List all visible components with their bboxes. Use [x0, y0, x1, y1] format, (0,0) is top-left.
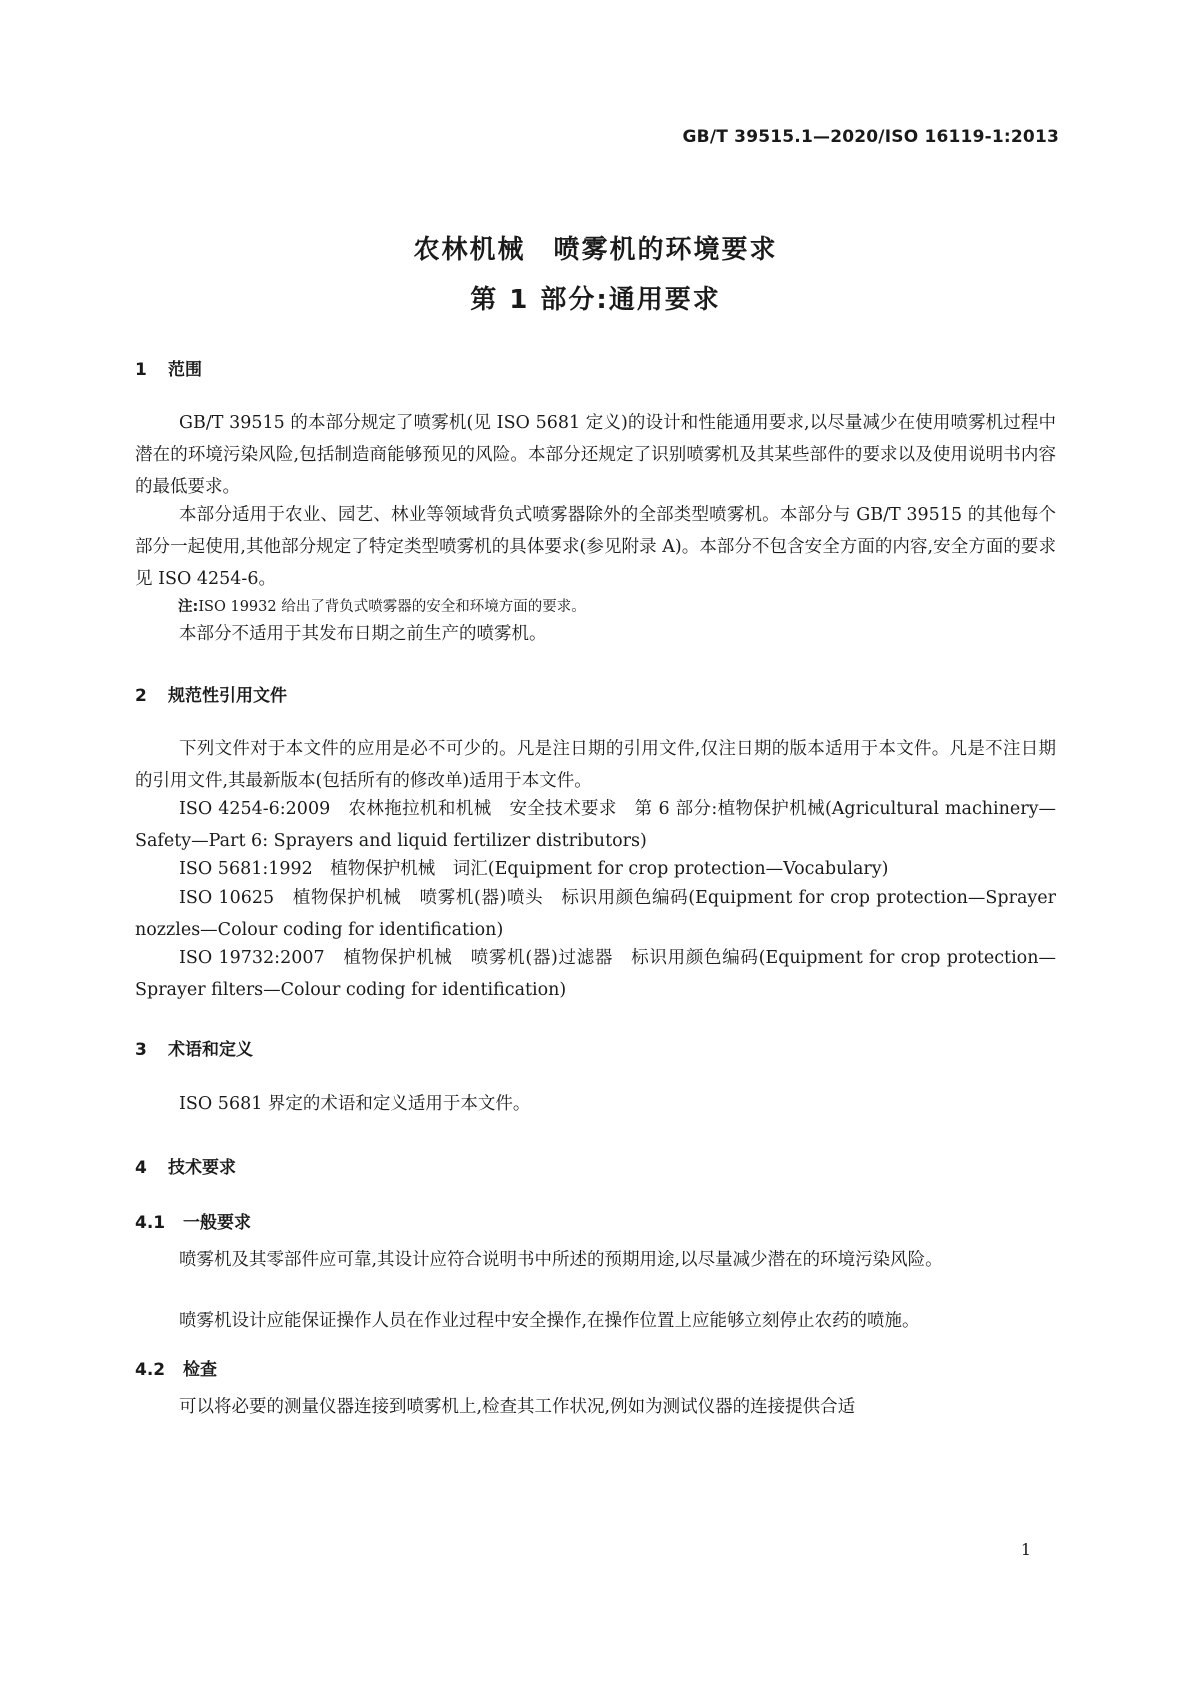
general-paragraph-2: 喷雾机设计应能保证操作人员在作业过程中安全操作,在操作位置上应能够立刻停止农药的喷施。: [179, 1311, 920, 1331]
note: [178, 595, 586, 616]
section-4-2-heading: [135, 1355, 217, 1380]
section-number: 3: [135, 1040, 147, 1060]
section-number: 4: [135, 1158, 147, 1178]
note-label: 注:: [178, 599, 199, 615]
section-number: 1: [135, 360, 147, 380]
general-paragraph-1: 喷雾机及其零部件应可靠,其设计应符合说明书中所述的预期用途,以尽量减少潜在的环境污染风险。: [179, 1250, 943, 1270]
reference-item: ISO 10625 植物保护机械 喷雾机(器)喷头 标识用颜色编码(Equipment for crop protection—Sprayer nozzles—Colour coding for identification): [135, 888, 1056, 940]
section-title: 检查: [183, 1360, 217, 1380]
section-number: 2: [135, 686, 147, 706]
section-4-heading: [135, 1153, 236, 1178]
scope-paragraph-2: 本部分适用于农业、园艺、林业等领域背负式喷雾器除外的全部类型喷雾机。本部分与 GB/T 39515 的其他每个部分一起使用,其他部分规定了特定类型喷雾机的具体要求(参见附录 A)。本部分不包含安全方面的内容,安全方面的要求见 ISO 4254-6。: [135, 505, 1056, 589]
inspection-paragraph: 可以将必要的测量仪器连接到喷雾机上,检查其工作状况,例如为测试仪器的连接提供合适: [179, 1397, 856, 1417]
section-title: 技术要求: [168, 1158, 236, 1178]
section-2-heading: [135, 681, 287, 706]
section-title: 一般要求: [183, 1213, 251, 1233]
section-title: 术语和定义: [168, 1040, 253, 1060]
reference-item: ISO 5681:1992 植物保护机械 词汇(Equipment for crop protection—Vocabulary): [179, 859, 889, 879]
section-title: 范围: [168, 360, 202, 380]
note-text: ISO 19932 给出了背负式喷雾器的安全和环境方面的要求。: [198, 599, 586, 615]
standard-number: GB/T 39515.1—2020/ISO 16119-1:2013: [682, 127, 1059, 147]
document-title-line1: 农林机械 喷雾机的环境要求: [413, 235, 778, 265]
document-title-line2: 第 1 部分:通用要求: [470, 285, 721, 315]
reference-item: ISO 4254-6:2009 农林拖拉机和机械 安全技术要求 第 6 部分:植物保护机械(Agricultural machinery—Safety—Part 6: Sprayers and liquid fertilizer distributors): [135, 799, 1056, 851]
page-number: 1: [1020, 1540, 1031, 1559]
normative-paragraph: 下列文件对于本文件的应用是必不可少的。凡是注日期的引用文件,仅注日期的版本适用于本文件。凡是不注日期的引用文件,其最新版本(包括所有的修改单)适用于本文件。: [135, 739, 1056, 791]
section-1-heading: [135, 355, 202, 380]
section-number: 4.2: [135, 1360, 166, 1380]
scope-paragraph-3: 本部分不适用于其发布日期之前生产的喷雾机。: [179, 624, 547, 644]
scope-paragraph-1: GB/T 39515 的本部分规定了喷雾机(见 ISO 5681 定义)的设计和性能通用要求,以尽量减少在使用喷雾机过程中潜在的环境污染风险,包括制造商能够预见的风险。本部分还规定了识别喷雾机及其某些部件的要求以及使用说明书内容的最低要求。: [135, 413, 1056, 497]
terms-paragraph: ISO 5681 界定的术语和定义适用于本文件。: [179, 1094, 531, 1114]
section-3-heading: [135, 1035, 253, 1060]
reference-item: ISO 19732:2007 植物保护机械 喷雾机(器)过滤器 标识用颜色编码(Equipment for crop protection—Sprayer filters—Colour coding for identification): [135, 948, 1056, 1000]
section-4-1-heading: [135, 1208, 251, 1233]
section-number: 4.1: [135, 1213, 166, 1233]
section-title: 规范性引用文件: [168, 686, 287, 706]
